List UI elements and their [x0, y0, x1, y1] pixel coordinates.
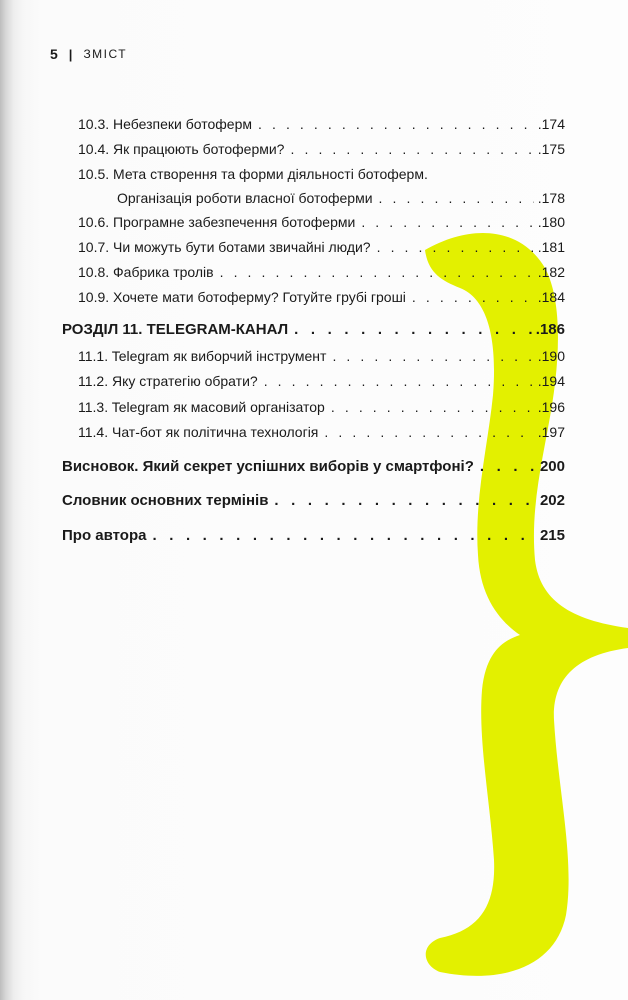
toc-entry-title-line1[interactable]: 10.5. Мета створення та форми діяльності ботоферм. [78, 166, 428, 182]
toc-entry-title: 10.6. Програмне забезпечення ботоферми [78, 214, 356, 230]
toc-entry-title: РОЗДІЛ 11. TELEGRAM-КАНАЛ [62, 321, 289, 338]
dot-leader [324, 423, 533, 441]
toc-entry[interactable] [78, 423, 565, 441]
toc-entry-page: .186 [535, 321, 565, 338]
dot-leader [290, 140, 533, 158]
dot-leader [220, 263, 534, 281]
toc-entry-title: Словник основних термінів [62, 492, 269, 509]
toc-chapter-entry[interactable] [62, 527, 565, 545]
toc-entry[interactable] [78, 372, 565, 390]
toc-chapter-entry[interactable] [62, 492, 565, 510]
toc-entry-title: Висновок. Який секрет успішних виборів у смартфоні? [62, 458, 474, 475]
dot-leader [412, 288, 534, 306]
toc-entry-title: 10.7. Чи можуть бути ботами звичайні люди? [78, 239, 371, 255]
toc-entry-page: 202 [539, 492, 565, 509]
dot-leader [152, 527, 536, 545]
dot-leader [480, 458, 536, 476]
toc-entry[interactable] [78, 263, 565, 281]
dot-leader [274, 492, 536, 510]
toc-entry[interactable] [78, 238, 565, 256]
toc-entry[interactable] [78, 115, 565, 133]
toc-entry-title: Про автора [62, 527, 147, 544]
running-header [50, 46, 127, 62]
toc-entry-page: .194 [537, 373, 565, 389]
toc-entry-title: 10.3. Небезпеки ботоферм [78, 116, 252, 132]
toc-entry-title: 10.4. Як працюють ботоферми? [78, 141, 285, 157]
toc-entry-page: .175 [537, 141, 565, 157]
toc-entry-title: Організація роботи власної ботоферми [117, 190, 373, 206]
toc-entry-title: 10.8. Фабрика тролів [78, 264, 214, 280]
toc-entry-page: .184 [537, 289, 565, 305]
dot-leader [332, 347, 533, 365]
dot-leader [377, 238, 534, 256]
toc-entry[interactable] [78, 140, 565, 158]
section-title: ЗМІСТ [83, 47, 128, 61]
toc-entry-page: 215 [539, 527, 565, 544]
toc-chapter-entry[interactable] [62, 458, 565, 476]
toc-entry-page: .181 [537, 239, 565, 255]
toc-entry-title: 10.9. Хочете мати ботоферму? Готуйте грубі гроші [78, 289, 406, 305]
toc-entry[interactable] [78, 347, 565, 365]
toc-entry[interactable] [78, 213, 565, 231]
toc-entry[interactable] [78, 288, 565, 306]
toc-entry-page: .196 [537, 399, 565, 415]
dot-leader [258, 115, 534, 133]
toc-entry-page: .180 [537, 214, 565, 230]
page-number: 5 [50, 46, 59, 62]
dot-leader [361, 213, 533, 231]
toc-entry-title: 11.4. Чат-бот як політична технологія [78, 424, 319, 440]
toc-chapter-entry[interactable] [62, 321, 565, 339]
toc-entry[interactable] [78, 398, 565, 416]
toc-entry-page: .174 [537, 116, 565, 132]
brace-shape [425, 233, 628, 976]
toc-entry-page: .190 [537, 348, 565, 364]
dot-leader [331, 398, 534, 416]
toc-entry-page: .197 [537, 424, 565, 440]
toc-entry-page: .182 [537, 264, 565, 280]
toc-entry-title: 11.2. Яку стратегію обрати? [78, 373, 258, 389]
dot-leader [264, 372, 534, 390]
toc-entry-page: 200 [539, 458, 565, 475]
dot-leader [294, 321, 532, 339]
toc-entry-title: 11.1. Telegram як виборчий інструмент [78, 348, 327, 364]
dot-leader [379, 189, 534, 207]
toc-entry-title: 11.3. Telegram як масовий організатор [78, 399, 325, 415]
toc-entry-page: .178 [537, 190, 565, 206]
header-separator: | [68, 46, 74, 62]
toc-entry[interactable] [117, 189, 565, 207]
